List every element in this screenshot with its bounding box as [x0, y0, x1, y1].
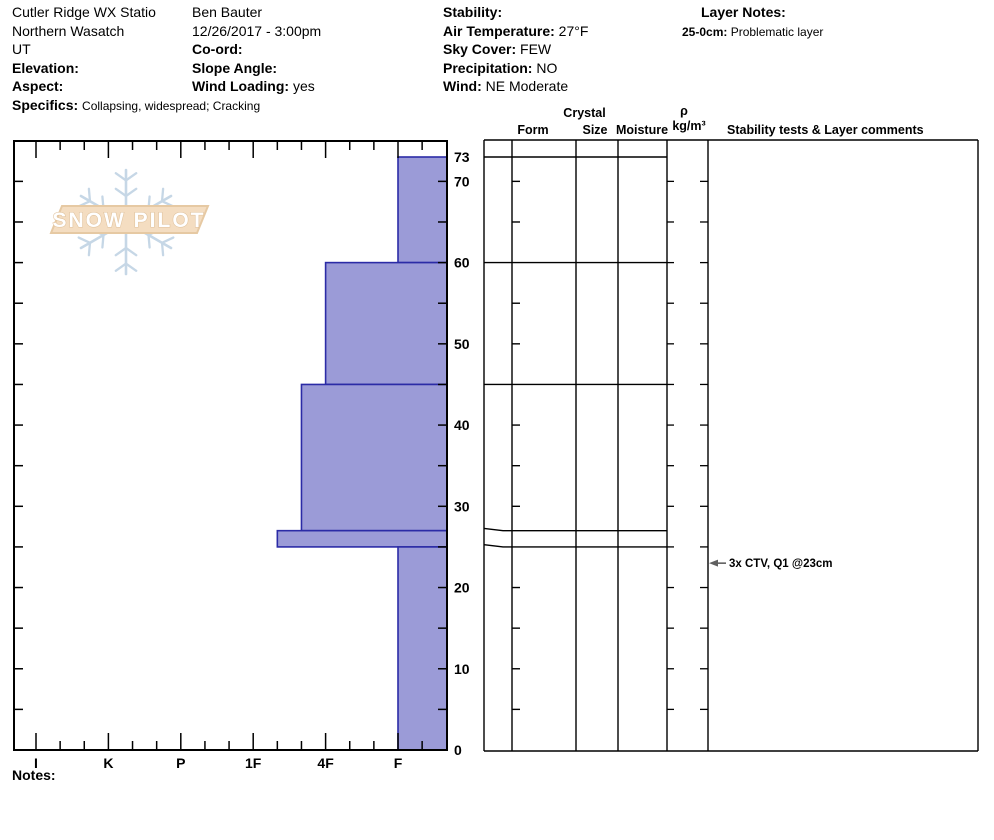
specifics-label: Specifics: — [12, 96, 79, 113]
aspect-label: Aspect: — [12, 78, 64, 94]
stability-test-annotation: 3x CTV, Q1 @23cm — [729, 558, 833, 571]
crystal-table-grid — [484, 140, 978, 751]
hardness-label: 4F — [317, 755, 334, 771]
density-symbol-header: ρ — [680, 104, 688, 118]
observer-name: Ben Bauter — [192, 4, 263, 20]
wind-label: Wind: — [443, 78, 482, 94]
wind-loading-label: Wind Loading: — [192, 78, 290, 94]
hardness-label: I — [34, 755, 38, 771]
slope-angle-label: Slope Angle: — [192, 59, 278, 76]
comments-header: Stability tests & Layer comments — [727, 123, 924, 137]
depth-label: 70 — [454, 173, 470, 190]
notes-label: Notes: — [12, 767, 56, 783]
annotation-arrow-head — [709, 560, 718, 567]
precip-label: Precipitation: — [443, 59, 533, 76]
crystal-header: Crystal — [563, 106, 606, 120]
depth-label: 60 — [454, 254, 470, 271]
hardness-label: P — [176, 755, 186, 771]
depth-label: 20 — [454, 579, 470, 596]
hardness-label: K — [103, 755, 114, 771]
precip-value: NO — [536, 59, 558, 76]
layer-bar-F — [398, 547, 447, 750]
air-temp-label: Air Temperature: — [443, 22, 555, 39]
depth-label: 73 — [454, 149, 470, 165]
depth-label: 50 — [454, 335, 470, 352]
layer-note-range: 25-0cm: — [682, 25, 728, 39]
depth-label: 10 — [454, 660, 470, 677]
layer-bar-4F — [326, 263, 447, 385]
layer-bar-F — [398, 157, 447, 263]
hardness-bars — [277, 157, 447, 750]
layer-bar-1F- — [277, 531, 447, 547]
layer-bar-4F+ — [301, 384, 447, 530]
sky-cover-label: Sky Cover: — [443, 41, 517, 57]
coord-label: Co-ord: — [192, 41, 243, 57]
logo-text: SNOW PILOT — [52, 209, 206, 232]
site-state: UT — [12, 41, 31, 57]
moisture-header: Moisture — [615, 123, 669, 137]
site-region: Northern Wasatch — [12, 22, 125, 39]
wind-loading-value: yes — [292, 78, 315, 94]
sky-cover-value: FEW — [520, 41, 552, 57]
stability-annotations — [709, 558, 832, 570]
form-header: Form — [517, 123, 549, 137]
air-temp-value: 27°F — [558, 22, 589, 39]
specifics-value: Collapsing, widespread; Cracking — [82, 98, 261, 113]
snowpilot-logo — [51, 170, 208, 274]
hardness-label: F — [393, 755, 403, 771]
hardness-label: 1F — [245, 755, 262, 771]
depth-label: 30 — [454, 498, 470, 515]
elevation-label: Elevation: — [12, 59, 79, 76]
density-units-header: kg/m³ — [672, 119, 706, 133]
pit-datetime: 12/26/2017 - 3:00pm — [192, 22, 322, 39]
wind-value: NE Moderate — [485, 78, 569, 94]
layer-note-text: Problematic layer — [730, 25, 824, 39]
size-header: Size — [582, 123, 608, 137]
stability-label: Stability: — [443, 4, 503, 20]
layer-notes-title: Layer Notes: — [701, 4, 786, 20]
site-name: Cutler Ridge WX Statio — [12, 4, 156, 20]
depth-label: 40 — [454, 417, 470, 434]
depth-label: 0 — [454, 742, 462, 758]
